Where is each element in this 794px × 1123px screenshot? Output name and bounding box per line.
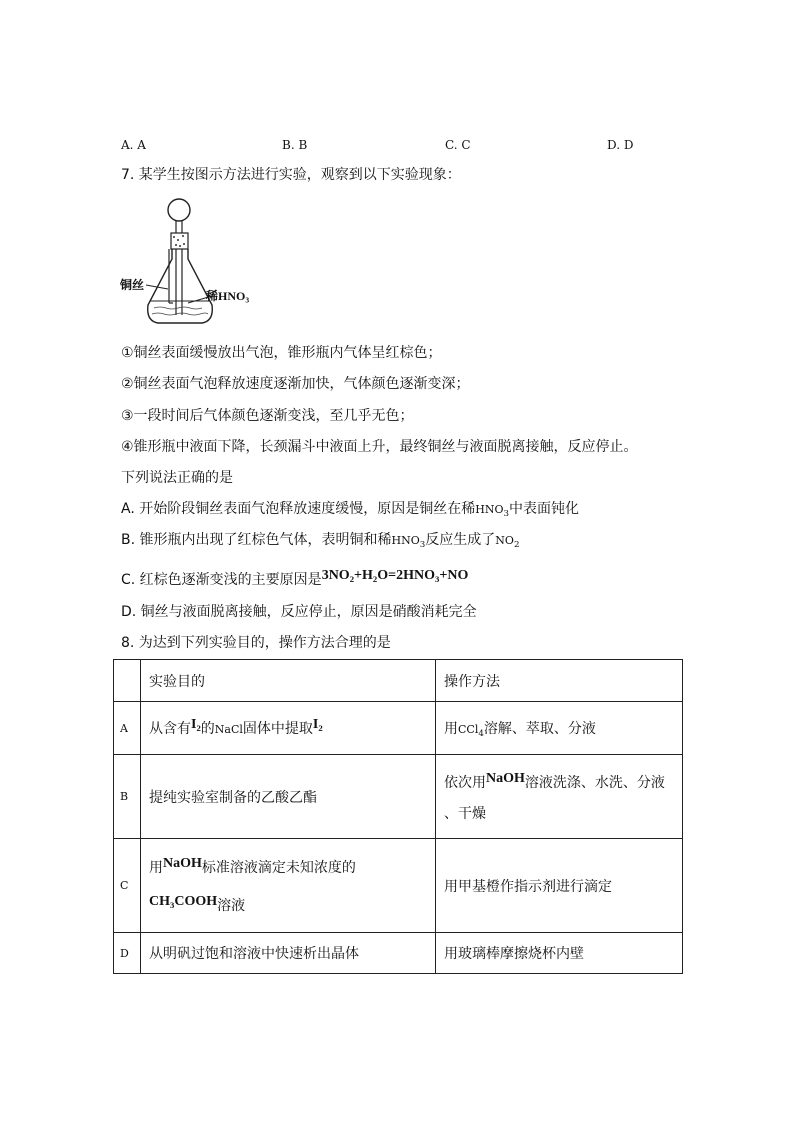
label-dilute-nitric-acid — [206, 287, 249, 304]
q8-table — [113, 659, 683, 974]
eq-part-1: 3NO — [321, 568, 350, 583]
purpose-line-1 — [149, 848, 435, 889]
chem-i2-text: I — [191, 717, 197, 732]
q8-stem: 8. 为达到下列实验目的，操作方法合理的是 — [121, 635, 391, 651]
header-label-cell — [114, 660, 141, 702]
q6-option-a: A. A — [121, 138, 146, 152]
row-method: 用甲基橙作指示剂进行滴定 — [436, 839, 683, 933]
q7-choice-b-prefix: B. 锥形瓶内出现了红棕色气体，表明铜和稀 — [121, 532, 392, 548]
row-label: A — [114, 702, 141, 755]
row-label: B — [114, 755, 141, 839]
q7-choice-c-equation — [322, 568, 469, 583]
q6-option-b: B. B — [282, 138, 308, 152]
chem-i2-sub: 2 — [196, 723, 201, 734]
q7-question: 下列说法正确的是 — [121, 470, 233, 486]
q6-option-d: D. D — [607, 138, 634, 152]
q7-choice-a-chem: HNO — [475, 503, 504, 516]
chem-i2 — [313, 717, 323, 732]
q7-choice-d: D. 铜丝与液面脱离接触，反应停止，原因是硝酸消耗完全 — [121, 604, 477, 620]
q7-choice-b-chem2: NO — [495, 534, 514, 547]
eq-part-3: O=2HNO — [377, 568, 436, 583]
q6-option-c: C. C — [445, 138, 471, 152]
table-header-row — [114, 660, 683, 702]
text: 用 — [444, 721, 458, 737]
q7-choice-b-sub2: 2 — [513, 540, 520, 551]
text: 固体中提取 — [242, 721, 313, 737]
label-copper-wire: 铜丝 — [120, 278, 145, 292]
flask-drawing — [118, 193, 228, 333]
label-dilute-nitric-acid-text: 稀HNO — [206, 289, 246, 303]
chem-ch3cooh-a: CH — [149, 893, 170, 909]
q7-choice-c-prefix: C. 红棕色逐渐变浅的主要原因是 — [121, 572, 322, 588]
purpose-line-2 — [149, 889, 435, 924]
text: 从含有 — [149, 721, 191, 737]
row-method: 用玻璃棒摩擦烧杯内壁 — [436, 933, 683, 974]
row-method — [436, 702, 683, 755]
text: 溶液洗涤、水洗、分液 — [524, 775, 665, 791]
q7-choice-b — [121, 530, 519, 551]
text: 用 — [149, 859, 163, 876]
q7-choice-b-chem: HNO — [391, 534, 420, 547]
chem-nacl: NaCl — [214, 723, 243, 736]
method-line-1 — [444, 766, 682, 801]
q7-stem: 7. 某学生按图示方法进行实验，观察到以下实验现象： — [121, 167, 461, 183]
q7-observation-1: ①铜丝表面缓慢放出气泡，锥形瓶内气体呈红棕色； — [121, 345, 442, 361]
row-purpose — [141, 702, 436, 755]
q7-choice-b-mid: 反应生成了 — [425, 532, 496, 548]
row-label: C — [114, 839, 141, 933]
eq-sub-2: 2 — [372, 574, 378, 585]
text: 依次用 — [444, 775, 486, 791]
header-method: 操作方法 — [436, 660, 683, 702]
method-line-2: 、干燥 — [444, 806, 486, 822]
q7-choice-c — [121, 570, 468, 591]
row-purpose: 从明矾过饱和溶液中快速析出晶体 — [141, 933, 436, 974]
chem-naoh: NaOH — [163, 855, 202, 871]
row-method — [436, 755, 683, 839]
chem-ch3cooh-sub: 3 — [170, 899, 175, 910]
table-row — [114, 755, 683, 839]
table-row — [114, 702, 683, 755]
table-row — [114, 933, 683, 974]
chem-i2 — [191, 717, 201, 732]
chem-ccl4-sub: 4 — [478, 729, 484, 740]
chem-i2-text: I — [312, 717, 319, 732]
chem-i2-sub: 2 — [318, 723, 323, 734]
text: 的 — [200, 721, 215, 737]
eq-part-2: +H — [354, 568, 373, 583]
text: 标准溶液滴定未知浓度的 — [201, 859, 356, 876]
q7-choice-b-sub: 3 — [419, 540, 426, 551]
eq-part-4: +NO — [439, 568, 469, 583]
q7-choice-a-sub: 3 — [503, 509, 510, 520]
table-row — [114, 839, 683, 933]
q7-choice-a-prefix: A. 开始阶段铜丝表面气泡释放速度缓慢，原因是铜丝在稀 — [121, 501, 476, 517]
q7-choice-a-suffix: 中表面钝化 — [509, 501, 580, 517]
flask-apparatus-figure — [118, 193, 250, 333]
q7-observation-4: ④锥形瓶中液面下降，长颈漏斗中液面上升，最终铜丝与液面脱离接触，反应停止。 — [121, 439, 638, 455]
eq-sub-3: 3 — [435, 574, 440, 585]
q7-choice-a — [121, 499, 579, 520]
row-label: D — [114, 933, 141, 974]
row-purpose — [141, 839, 436, 933]
text: 溶液 — [217, 897, 246, 914]
chem-ccl4: CCl — [458, 723, 479, 736]
chem-ch3cooh — [149, 894, 217, 909]
q7-observation-3: ③一段时间后气体颜色逐渐变浅，至几乎无色； — [121, 408, 414, 424]
header-purpose: 实验目的 — [141, 660, 436, 702]
row-purpose: 提纯实验室制备的乙酸乙酯 — [141, 755, 436, 839]
chem-ch3cooh-b: COOH — [174, 893, 218, 909]
chem-naoh: NaOH — [486, 771, 525, 786]
text: 溶解、萃取、分液 — [483, 721, 596, 737]
q7-observation-2: ②铜丝表面气泡释放速度逐渐加快，气体颜色逐渐变深； — [121, 376, 470, 392]
eq-sub-1: 2 — [349, 574, 355, 585]
label-dilute-nitric-acid-sub: 3 — [245, 295, 250, 305]
